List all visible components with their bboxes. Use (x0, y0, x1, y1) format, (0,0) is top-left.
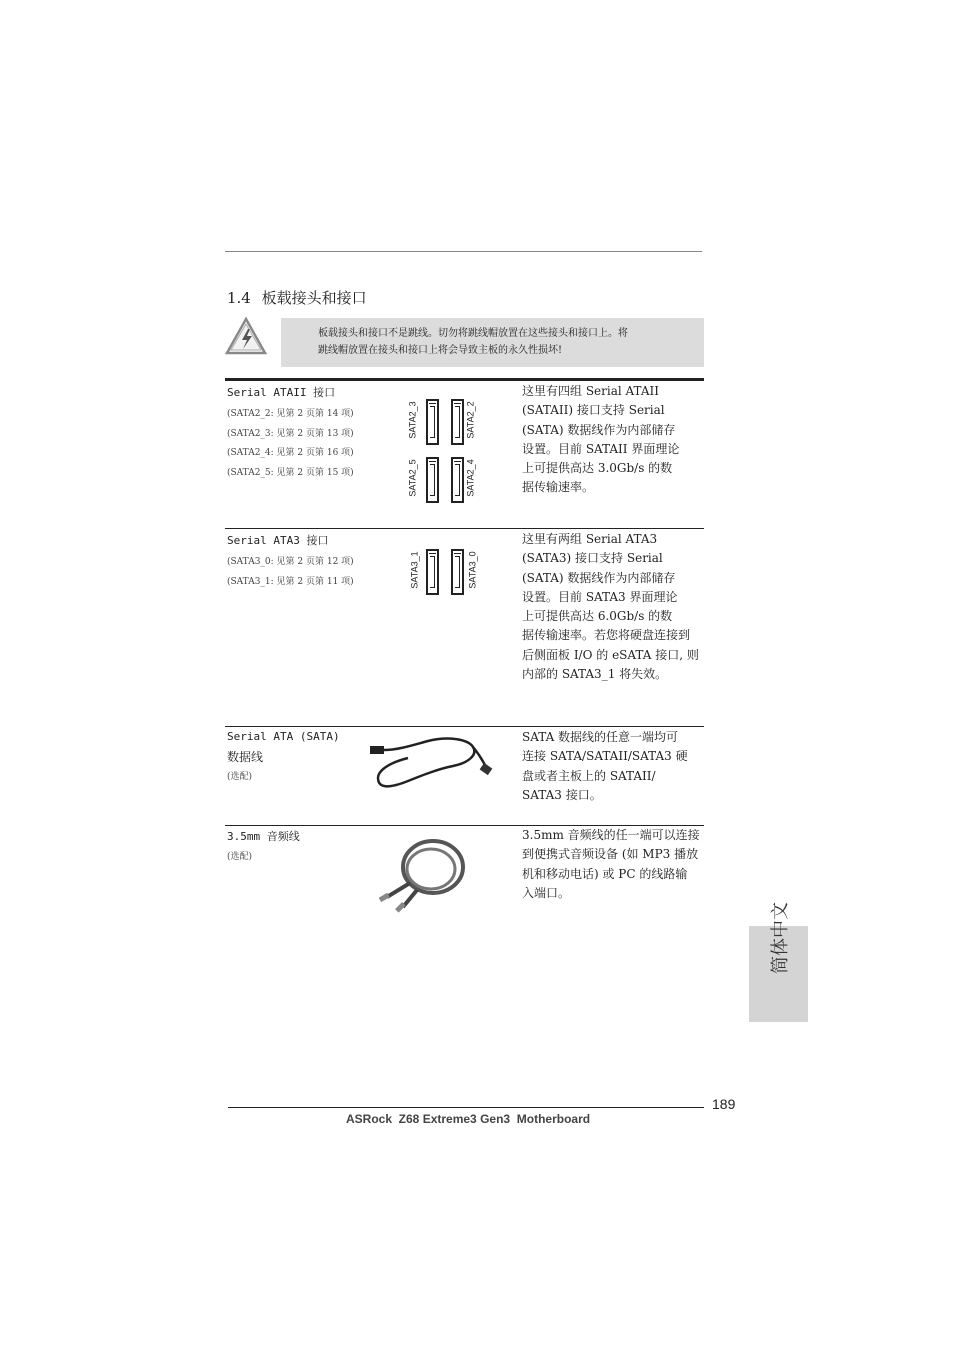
section-heading (227, 287, 367, 308)
warning-icon (225, 316, 267, 356)
sata3-ports-diagram (400, 545, 500, 605)
footer-title: ASRock Z68 Extreme3 Gen3 Motherboard (346, 1112, 591, 1126)
desc-line: 机和移动电话) 或 PC 的线路输 (522, 866, 688, 881)
desc-line: 内部的 SATA3_1 将失效。 (522, 667, 668, 682)
page-number: 189 (712, 1096, 736, 1112)
desc-line: 据传输速率。若您将硬盘连接到 (522, 628, 691, 643)
footer-rule (228, 1107, 704, 1108)
row2-description (522, 530, 707, 684)
desc-line: 到便携式音频设备 (如 MP3 播放 (522, 847, 699, 862)
desc-line: (SATA) 数据线作为内部储存 (522, 570, 676, 585)
row3-description (522, 728, 707, 805)
port-label-sata2-3: SATA2_3 (407, 401, 418, 439)
desc-line: SATA3 接口。 (522, 787, 602, 802)
desc-line: 连接 SATA/SATAII/SATA3 硬 (522, 749, 688, 764)
ref-sata2-4: (SATA2_4: 见第 2 页第 16 项) (227, 448, 354, 458)
port-label-sata2-4: SATA2_4 (465, 459, 476, 497)
desc-line: (SATA3) 接口支持 Serial (522, 551, 663, 566)
row1-refs (227, 405, 354, 483)
row-divider (225, 528, 704, 529)
desc-line: 盘或者主板上的 SATAII/ (522, 768, 656, 783)
section-title: 板载接头和接口 (261, 289, 367, 307)
ref-sata3-0: (SATA3_0: 见第 2 页第 12 项) (227, 557, 354, 567)
port-label-sata3-1: SATA3_1 (409, 551, 420, 589)
row4-title: 3.5mm 音频线 (227, 830, 300, 843)
ref-sata2-5: (SATA2_5: 见第 2 页第 15 项) (227, 467, 354, 478)
ref-sata3-1: (SATA3_1: 见第 2 页第 11 项) (227, 576, 354, 587)
warning-box (281, 318, 704, 367)
desc-line: (SATAII) 接口支持 Serial (522, 403, 665, 418)
row2-refs (227, 553, 354, 592)
ref-sata2-2: (SATA2_2: 见第 2 页第 14 项) (227, 409, 354, 419)
sata2-5-port (426, 457, 439, 503)
desc-line: SATA 数据线的任意一端均可 (522, 730, 679, 744)
sata2-4-port (451, 457, 464, 503)
audio-cable-image (375, 835, 470, 915)
side-tab-label: 简体中文 (770, 902, 791, 974)
desc-line: 入端口。 (522, 885, 571, 900)
sata2-2-port (451, 399, 464, 445)
row4-optional: (选配) (227, 852, 253, 862)
sata3-1-port (426, 549, 439, 595)
desc-line: 上可提供高达 3.0Gb/s 的数 (522, 461, 673, 476)
row3-title: Serial ATA (SATA) (227, 730, 340, 743)
row1-description (522, 382, 707, 498)
row2-title: Serial ATA3 接口 (227, 534, 329, 547)
ref-sata2-3: (SATA2_3: 见第 2 页第 13 项) (227, 428, 354, 439)
row1-title: Serial ATAII 接口 (227, 386, 336, 399)
desc-line: 据传输速率。 (522, 480, 595, 495)
language-side-tab (749, 902, 808, 1022)
desc-line: 设置。目前 SATAII 界面理论 (522, 441, 680, 456)
sata2-ports-diagram (400, 395, 500, 510)
row3-title2: 数据线 (227, 750, 264, 764)
row3-optional: (选配) (227, 772, 253, 782)
desc-line: 这里有两组 Serial ATA3 (522, 532, 658, 546)
desc-line: 这里有四组 Serial ATAII (522, 384, 660, 398)
port-label-sata3-0: SATA3_0 (467, 551, 478, 589)
section-number: 1.4 (227, 289, 251, 307)
desc-line: 设置。目前 SATA3 界面理论 (522, 589, 678, 604)
port-label-sata2-5: SATA2_5 (407, 459, 418, 497)
sata3-0-port (451, 549, 464, 595)
table-top-rule (225, 378, 704, 381)
warning-line-2: 跳线帽放置在接头和接口上将会导致主板的永久性损坏! (318, 345, 563, 356)
row-divider (225, 726, 704, 727)
desc-line: 上可提供高达 6.0Gb/s 的数 (522, 609, 673, 624)
port-label-sata2-2: SATA2_2 (465, 401, 476, 439)
desc-line: 3.5mm 音频线的任一端可以连接 (522, 828, 700, 842)
sata2-3-port (426, 399, 439, 445)
row4-description (522, 826, 707, 903)
desc-line: (SATA) 数据线作为内部储存 (522, 422, 676, 437)
sata-cable-image (368, 733, 493, 793)
top-rule (225, 251, 702, 252)
warning-line-1: 板载接头和接口不是跳线。切勿将跳线帽放置在这些接头和接口上。将 (318, 328, 628, 339)
desc-line: 后侧面板 I/O 的 eSATA 接口, 则 (522, 647, 699, 662)
